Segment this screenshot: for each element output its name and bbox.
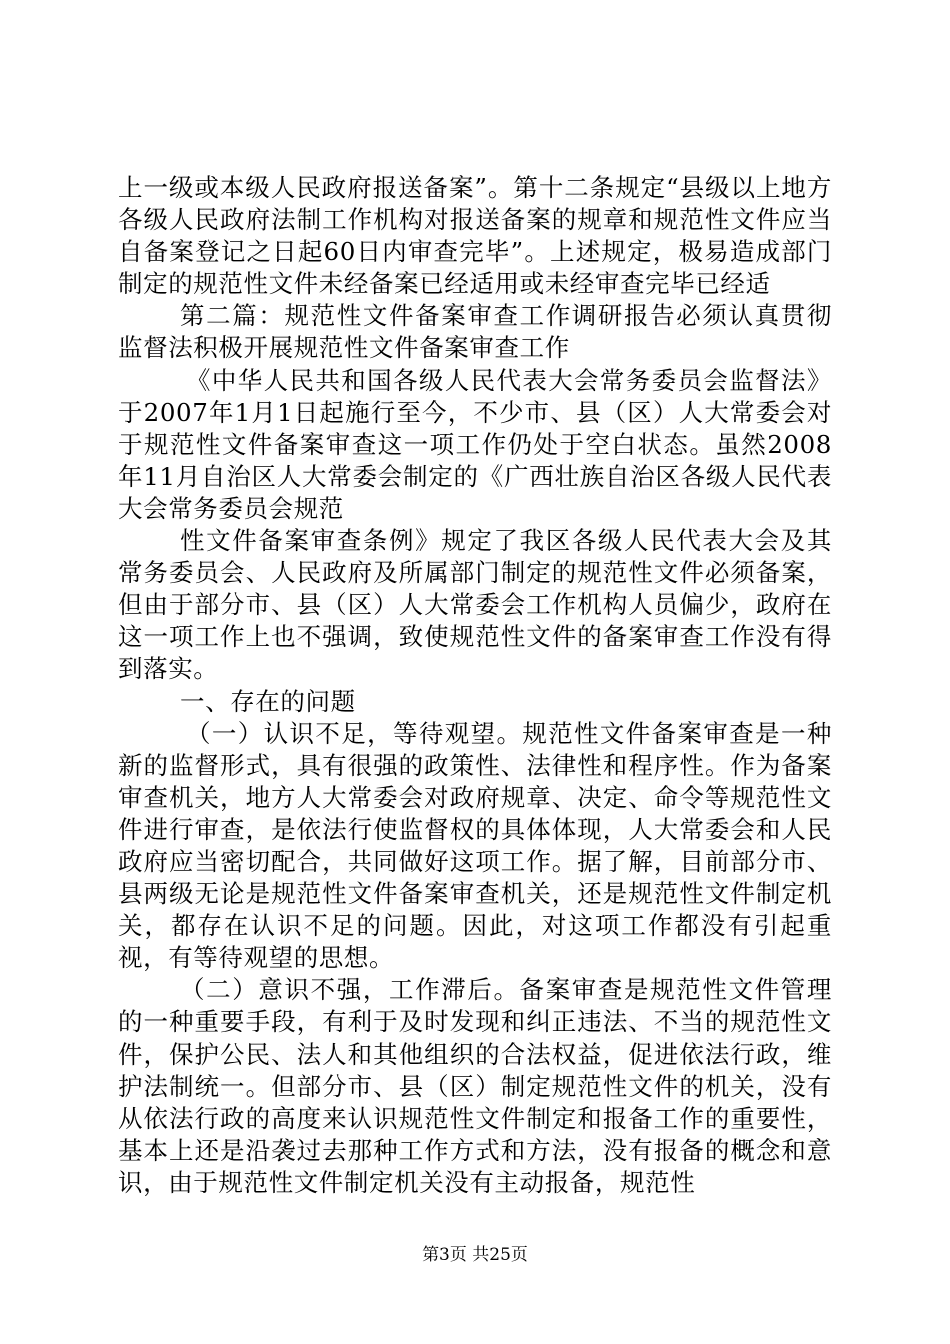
document-body <box>118 172 832 1199</box>
section-heading-problems: 一、存在的问题 <box>180 686 356 716</box>
paragraph-intro: 《中华人民共和国各级人民代表大会常务委员会监督法》于2007年1月1日起施行至今，不少市、县（区）人大常委会对于规范性文件备案审查这一项工作仍处于空白状态。虽然2008年11月自治区人大常委会制定的《广西壮族自治区各级人民代表大会常务委员会规范 <box>118 365 832 523</box>
page-number-footer: 第3页 共25页 <box>422 1245 528 1265</box>
paragraph-intro-continued: 性文件备案审查条例》规定了我区各级人民代表大会及其常务委员会、人民政府及所属部门制定的规范性文件必须备案，但由于部分市、县（区）人大常委会工作机构人员偏少，政府在这一项工作上也不强调，致使规范性文件的备案审查工作没有得到落实。 <box>118 526 832 684</box>
paragraph-chapter-title: 第二篇：规范性文件备案审查工作调研报告必须认真贯彻监督法积极开展规范性文件备案审查工作 <box>118 301 832 363</box>
paragraph-problem-2: （二）意识不强，工作滞后。备案审查是规范性文件管理的一种重要手段，有利于及时发现和纠正违法、不当的规范性文件，保护公民、法人和其他组织的合法权益，促进依法行政，维护法制统一。但部分市、县（区）制定规范性文件的机关，没有从依法行政的高度来认识规范性文件制定和报备工作的重要性，基本上还是沿袭过去那种工作方式和方法，没有报备的概念和意识，由于规范性文件制定机关没有主动报备，规范性 <box>118 975 832 1197</box>
paragraph-problem-1: （一）认识不足，等待观望。规范性文件备案审查是一种新的监督形式，具有很强的政策性、法律性和程序性。作为备案审查机关，地方人大常委会对政府规章、决定、命令等规范性文件进行审查，是依法行使监督权的具体体现，人大常委会和人民政府应当密切配合，共同做好这项工作。据了解，目前部分市、县两级无论是规范性文件备案审查机关，还是规范性文件制定机关，都存在认识不足的问题。因此，对这项工作都没有引起重视，有等待观望的思想。 <box>118 718 832 973</box>
paragraph-continuation: 上一级或本级人民政府报送备案”。第十二条规定“县级以上地方各级人民政府法制工作机构对报送备案的规章和规范性文件应当自备案登记之日起60日内审查完毕”。上述规定，极易造成部门制定的规范性文件未经备案已经适用或未经审查完毕已经适 <box>118 173 832 299</box>
